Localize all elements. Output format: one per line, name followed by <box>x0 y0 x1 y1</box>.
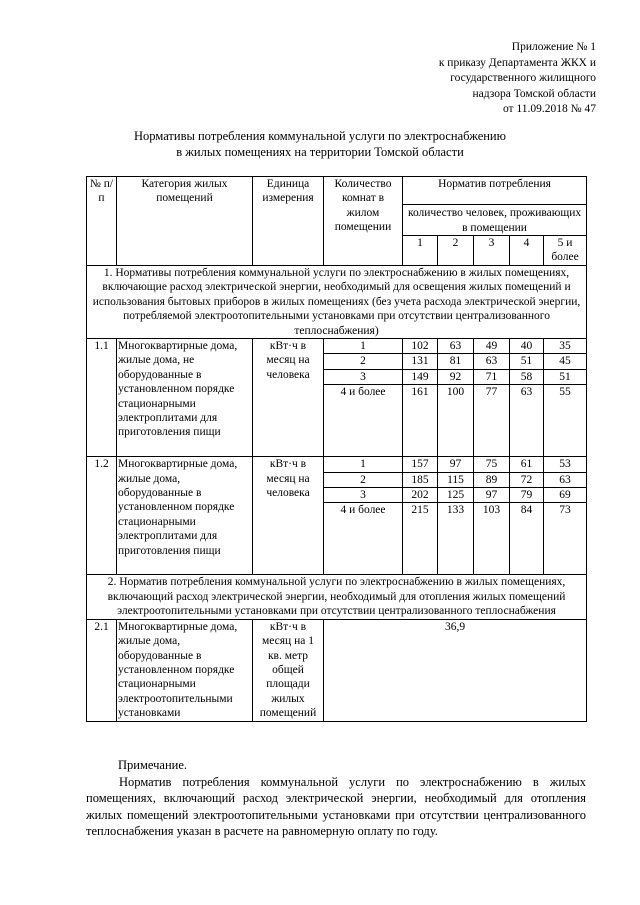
section-2-heading: 2. Норматив потребления коммунальной услуги по электроснабжению в жилых помещениях, включающий расход электрической энергии, необходимый для отопления жилых помещений электроотопительными установками при отсутствии централизованного теплоснабжения <box>87 575 587 619</box>
header-line: государственного жилищного <box>450 72 596 84</box>
header-line: надзора Томской области <box>472 87 596 100</box>
value-cell: 69 <box>544 488 587 503</box>
rooms-cell: 2 <box>324 472 403 487</box>
value-cell: 40 <box>510 339 544 354</box>
value-cell: 61 <box>510 457 544 472</box>
value-cell: 92 <box>438 369 474 384</box>
value-cell: 133 <box>438 503 474 575</box>
header-line: от 11.09.2018 № 47 <box>502 103 596 115</box>
row-category: Многоквартирные дома, жилые дома, оборудованные в установленном порядке стационарными электроотопительными установками <box>117 619 253 721</box>
header-people-4: 4 <box>510 236 544 266</box>
value-cell: 73 <box>544 503 587 575</box>
rooms-cell: 1 <box>324 339 403 354</box>
value-cell: 81 <box>438 354 474 369</box>
value-cell: 84 <box>510 503 544 575</box>
header-category: Категория жилых помещений <box>117 177 253 266</box>
header-line: Приложение № 1 <box>511 41 596 53</box>
header-people-1: 1 <box>403 236 438 266</box>
value-cell: 97 <box>474 488 510 503</box>
header-norm: Норматив потребления <box>403 177 587 205</box>
rooms-cell: 3 <box>324 369 403 384</box>
rooms-cell: 2 <box>324 354 403 369</box>
value-cell: 215 <box>403 503 438 575</box>
value-cell: 100 <box>438 385 474 457</box>
row-num: 1.2 <box>87 457 117 575</box>
value-cell: 51 <box>544 369 587 384</box>
value-cell: 97 <box>438 457 474 472</box>
value-cell: 55 <box>544 385 587 457</box>
value-cell: 75 <box>474 457 510 472</box>
header-people: количество человек, проживающих в помещении <box>403 205 587 236</box>
header-people-2: 2 <box>438 236 474 266</box>
note-title: Примечание. <box>118 758 188 772</box>
header-unit: Единица измерения <box>253 177 324 266</box>
value-cell: 53 <box>544 457 587 472</box>
rooms-cell: 1 <box>324 457 403 472</box>
header-rooms: Количество комнат в жилом помещении <box>324 177 403 266</box>
value-cell: 149 <box>403 369 438 384</box>
value-cell: 45 <box>544 354 587 369</box>
value-cell: 63 <box>510 385 544 457</box>
value-cell: 157 <box>403 457 438 472</box>
value-cell: 102 <box>403 339 438 354</box>
value-cell: 89 <box>474 472 510 487</box>
row-unit: кВт·ч в месяц на человека <box>253 457 324 575</box>
value-cell: 161 <box>403 385 438 457</box>
row-num: 1.1 <box>87 339 117 457</box>
rooms-cell: 4 и более <box>324 385 403 457</box>
value-cell: 71 <box>474 369 510 384</box>
value-cell: 63 <box>438 339 474 354</box>
row-unit: кВт·ч в месяц на человека <box>253 339 324 457</box>
header-people-3: 3 <box>474 236 510 266</box>
value-cell: 103 <box>474 503 510 575</box>
header-line: к приказу Департамента ЖКХ и <box>438 56 596 69</box>
title-line-2: в жилых помещениях на территории Томской области <box>176 145 464 159</box>
row-category: Многоквартирные дома, жилые дома, не оборудованные в установленном порядке стационарными электроплитами для приготовления пищи <box>117 339 253 457</box>
value-cell: 131 <box>403 354 438 369</box>
header-people-5: 5 и более <box>544 236 587 266</box>
norms-table <box>86 176 587 722</box>
document-header <box>439 40 596 118</box>
value-cell: 51 <box>510 354 544 369</box>
value-cell: 72 <box>510 472 544 487</box>
row-category: Многоквартирные дома, жилые дома, оборудованные в установленном порядке стационарными электроплитами для приготовления пищи <box>117 457 253 575</box>
value-cell: 202 <box>403 488 438 503</box>
rooms-cell: 4 и более <box>324 503 403 575</box>
value-cell: 185 <box>403 472 438 487</box>
value-cell: 63 <box>544 472 587 487</box>
value-cell: 115 <box>438 472 474 487</box>
value-cell: 63 <box>474 354 510 369</box>
value-cell: 35 <box>544 339 587 354</box>
value-cell: 58 <box>510 369 544 384</box>
value-cell: 125 <box>438 488 474 503</box>
title-line-1: Нормативы потребления коммунальной услуги по электроснабжению <box>134 129 506 143</box>
header-num: № п/п <box>87 177 117 266</box>
document-title <box>80 128 560 160</box>
row-unit: кВт·ч в месяц на 1 кв. метр общей площади жилых помещений <box>253 619 324 721</box>
value-cell: 79 <box>510 488 544 503</box>
value-cell: 49 <box>474 339 510 354</box>
value-cell: 77 <box>474 385 510 457</box>
section-1-heading: 1. Нормативы потребления коммунальной услуги по электроснабжению в жилых помещениях, включающие расход электрической энергии, необходимый для освещения жилых помещений и использования бытовых приборов в жилых помещениях (без учета расхода электрической энергии, потребляемой электроотопительными установками при отсутствии централизованного теплоснабжения) <box>87 266 587 339</box>
note-text: Норматив потребления коммунальной услуги по электроснабжению в жилых помещениях, включающий расход электрической энергии, необходимый для отопления жилых помещений электроотопительными установками при отсутствии централизованного теплоснабжения указан в расчете на равномерную оплату по году. <box>86 775 586 838</box>
row-num: 2.1 <box>87 619 117 721</box>
heating-norm-value: 36,9 <box>324 619 587 721</box>
rooms-cell: 3 <box>324 488 403 503</box>
